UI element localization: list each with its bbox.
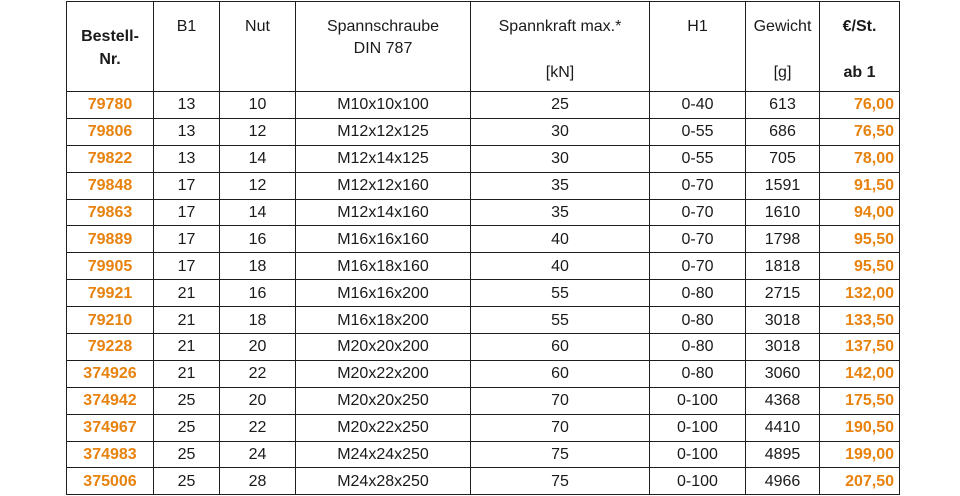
cell-b1: 17 bbox=[154, 253, 220, 280]
cell-price: 137,50 bbox=[820, 334, 900, 361]
cell-price: 132,00 bbox=[820, 280, 900, 307]
cell-order: 374967 bbox=[67, 414, 154, 441]
cell-weight: 4966 bbox=[746, 468, 820, 495]
cell-b1: 13 bbox=[154, 118, 220, 145]
cell-screw: M12x14x125 bbox=[296, 145, 471, 172]
cell-h1: 0-70 bbox=[650, 226, 746, 253]
table-row bbox=[67, 145, 900, 172]
cell-nut: 18 bbox=[220, 253, 296, 280]
cell-weight: 686 bbox=[746, 118, 820, 145]
cell-force: 40 bbox=[471, 226, 650, 253]
cell-force: 75 bbox=[471, 468, 650, 495]
cell-screw: M16x16x200 bbox=[296, 280, 471, 307]
cell-order: 79210 bbox=[67, 307, 154, 334]
table-row bbox=[67, 334, 900, 361]
table-row bbox=[67, 172, 900, 199]
cell-price: 199,00 bbox=[820, 441, 900, 468]
cell-force: 60 bbox=[471, 360, 650, 387]
cell-nut: 28 bbox=[220, 468, 296, 495]
header-weight-unit: [g] bbox=[773, 64, 792, 81]
cell-order: 374942 bbox=[67, 387, 154, 414]
cell-b1: 21 bbox=[154, 360, 220, 387]
cell-screw: M16x18x200 bbox=[296, 307, 471, 334]
cell-b1: 25 bbox=[154, 414, 220, 441]
header-force-label: Spannkraft max.* bbox=[498, 18, 622, 35]
cell-order: 79806 bbox=[67, 118, 154, 145]
table-row bbox=[67, 280, 900, 307]
cell-order: 79848 bbox=[67, 172, 154, 199]
cell-order: 79905 bbox=[67, 253, 154, 280]
cell-screw: M12x12x125 bbox=[296, 118, 471, 145]
cell-weight: 4410 bbox=[746, 414, 820, 441]
cell-b1: 17 bbox=[154, 226, 220, 253]
cell-h1: 0-80 bbox=[650, 280, 746, 307]
cell-force: 35 bbox=[471, 172, 650, 199]
cell-weight: 1798 bbox=[746, 226, 820, 253]
cell-force: 30 bbox=[471, 145, 650, 172]
cell-h1: 0-70 bbox=[650, 253, 746, 280]
cell-price: 142,00 bbox=[820, 360, 900, 387]
cell-h1: 0-100 bbox=[650, 387, 746, 414]
cell-nut: 10 bbox=[220, 92, 296, 119]
cell-order: 79889 bbox=[67, 226, 154, 253]
cell-order: 79822 bbox=[67, 145, 154, 172]
cell-h1: 0-80 bbox=[650, 334, 746, 361]
cell-price: 207,50 bbox=[820, 468, 900, 495]
cell-h1: 0-55 bbox=[650, 118, 746, 145]
cell-b1: 21 bbox=[154, 280, 220, 307]
header-screw-line2: DIN 787 bbox=[353, 40, 413, 57]
cell-weight: 3018 bbox=[746, 334, 820, 361]
header-h1-label: H1 bbox=[687, 18, 708, 35]
header-screw-line1: Spannschraube bbox=[326, 18, 440, 35]
cell-screw: M20x20x200 bbox=[296, 334, 471, 361]
cell-force: 30 bbox=[471, 118, 650, 145]
cell-price: 76,00 bbox=[820, 92, 900, 119]
cell-h1: 0-100 bbox=[650, 441, 746, 468]
header-row bbox=[67, 2, 900, 92]
product-table bbox=[66, 1, 900, 495]
cell-weight: 3018 bbox=[746, 307, 820, 334]
cell-weight: 2715 bbox=[746, 280, 820, 307]
cell-screw: M12x14x160 bbox=[296, 199, 471, 226]
cell-screw: M20x20x250 bbox=[296, 387, 471, 414]
cell-weight: 4368 bbox=[746, 387, 820, 414]
header-price-unit: ab 1 bbox=[843, 64, 876, 81]
cell-nut: 22 bbox=[220, 414, 296, 441]
cell-order: 79863 bbox=[67, 199, 154, 226]
cell-weight: 1591 bbox=[746, 172, 820, 199]
cell-h1: 0-80 bbox=[650, 360, 746, 387]
cell-nut: 20 bbox=[220, 387, 296, 414]
cell-force: 60 bbox=[471, 334, 650, 361]
cell-h1: 0-70 bbox=[650, 199, 746, 226]
cell-nut: 12 bbox=[220, 118, 296, 145]
header-h1 bbox=[650, 2, 746, 92]
cell-price: 95,50 bbox=[820, 253, 900, 280]
cell-price: 78,00 bbox=[820, 145, 900, 172]
table-row bbox=[67, 360, 900, 387]
table-row bbox=[67, 307, 900, 334]
cell-nut: 16 bbox=[220, 226, 296, 253]
header-b1-label: B1 bbox=[176, 18, 197, 35]
header-force-unit: [kN] bbox=[545, 64, 575, 81]
cell-price: 94,00 bbox=[820, 199, 900, 226]
cell-h1: 0-80 bbox=[650, 307, 746, 334]
cell-force: 55 bbox=[471, 307, 650, 334]
cell-price: 95,50 bbox=[820, 226, 900, 253]
header-nut-label: Nut bbox=[245, 18, 270, 35]
header-weight-label: Gewicht bbox=[753, 18, 812, 35]
cell-nut: 16 bbox=[220, 280, 296, 307]
cell-price: 76,50 bbox=[820, 118, 900, 145]
cell-h1: 0-55 bbox=[650, 145, 746, 172]
cell-nut: 22 bbox=[220, 360, 296, 387]
cell-weight: 3060 bbox=[746, 360, 820, 387]
header-order bbox=[67, 2, 154, 92]
header-price-label: €/St. bbox=[842, 18, 877, 35]
cell-screw: M24x28x250 bbox=[296, 468, 471, 495]
header-price bbox=[820, 2, 900, 92]
cell-price: 175,50 bbox=[820, 387, 900, 414]
cell-h1: 0-100 bbox=[650, 468, 746, 495]
cell-b1: 21 bbox=[154, 334, 220, 361]
cell-nut: 18 bbox=[220, 307, 296, 334]
cell-price: 91,50 bbox=[820, 172, 900, 199]
cell-nut: 14 bbox=[220, 199, 296, 226]
cell-weight: 1610 bbox=[746, 199, 820, 226]
table-row bbox=[67, 226, 900, 253]
table-row bbox=[67, 199, 900, 226]
cell-b1: 13 bbox=[154, 145, 220, 172]
table-row bbox=[67, 468, 900, 495]
cell-screw: M16x16x160 bbox=[296, 226, 471, 253]
cell-force: 70 bbox=[471, 387, 650, 414]
table-row bbox=[67, 441, 900, 468]
cell-b1: 17 bbox=[154, 199, 220, 226]
table-row bbox=[67, 253, 900, 280]
cell-h1: 0-100 bbox=[650, 414, 746, 441]
cell-screw: M20x22x200 bbox=[296, 360, 471, 387]
cell-order: 79921 bbox=[67, 280, 154, 307]
cell-order: 374983 bbox=[67, 441, 154, 468]
cell-screw: M16x18x160 bbox=[296, 253, 471, 280]
cell-price: 190,50 bbox=[820, 414, 900, 441]
cell-force: 25 bbox=[471, 92, 650, 119]
cell-screw: M24x24x250 bbox=[296, 441, 471, 468]
cell-nut: 12 bbox=[220, 172, 296, 199]
cell-force: 40 bbox=[471, 253, 650, 280]
cell-b1: 25 bbox=[154, 468, 220, 495]
cell-nut: 20 bbox=[220, 334, 296, 361]
header-order-line1: Bestell- bbox=[81, 28, 139, 45]
cell-order: 79228 bbox=[67, 334, 154, 361]
cell-weight: 705 bbox=[746, 145, 820, 172]
cell-screw: M12x12x160 bbox=[296, 172, 471, 199]
cell-nut: 14 bbox=[220, 145, 296, 172]
cell-h1: 0-40 bbox=[650, 92, 746, 119]
header-weight bbox=[746, 2, 820, 92]
cell-h1: 0-70 bbox=[650, 172, 746, 199]
table-row bbox=[67, 118, 900, 145]
cell-b1: 25 bbox=[154, 441, 220, 468]
cell-force: 75 bbox=[471, 441, 650, 468]
header-nut bbox=[220, 2, 296, 92]
cell-weight: 4895 bbox=[746, 441, 820, 468]
cell-screw: M10x10x100 bbox=[296, 92, 471, 119]
cell-price: 133,50 bbox=[820, 307, 900, 334]
cell-force: 35 bbox=[471, 199, 650, 226]
cell-weight: 1818 bbox=[746, 253, 820, 280]
header-force bbox=[471, 2, 650, 92]
table-row bbox=[67, 414, 900, 441]
cell-b1: 17 bbox=[154, 172, 220, 199]
cell-weight: 613 bbox=[746, 92, 820, 119]
cell-screw: M20x22x250 bbox=[296, 414, 471, 441]
table-row bbox=[67, 92, 900, 119]
cell-order: 374926 bbox=[67, 360, 154, 387]
cell-b1: 25 bbox=[154, 387, 220, 414]
cell-order: 79780 bbox=[67, 92, 154, 119]
cell-order: 375006 bbox=[67, 468, 154, 495]
header-screw bbox=[296, 2, 471, 92]
header-order-line2: Nr. bbox=[99, 51, 121, 68]
cell-force: 55 bbox=[471, 280, 650, 307]
cell-b1: 13 bbox=[154, 92, 220, 119]
table-body bbox=[67, 92, 900, 495]
cell-nut: 24 bbox=[220, 441, 296, 468]
cell-b1: 21 bbox=[154, 307, 220, 334]
table-row bbox=[67, 387, 900, 414]
cell-force: 70 bbox=[471, 414, 650, 441]
header-b1 bbox=[154, 2, 220, 92]
